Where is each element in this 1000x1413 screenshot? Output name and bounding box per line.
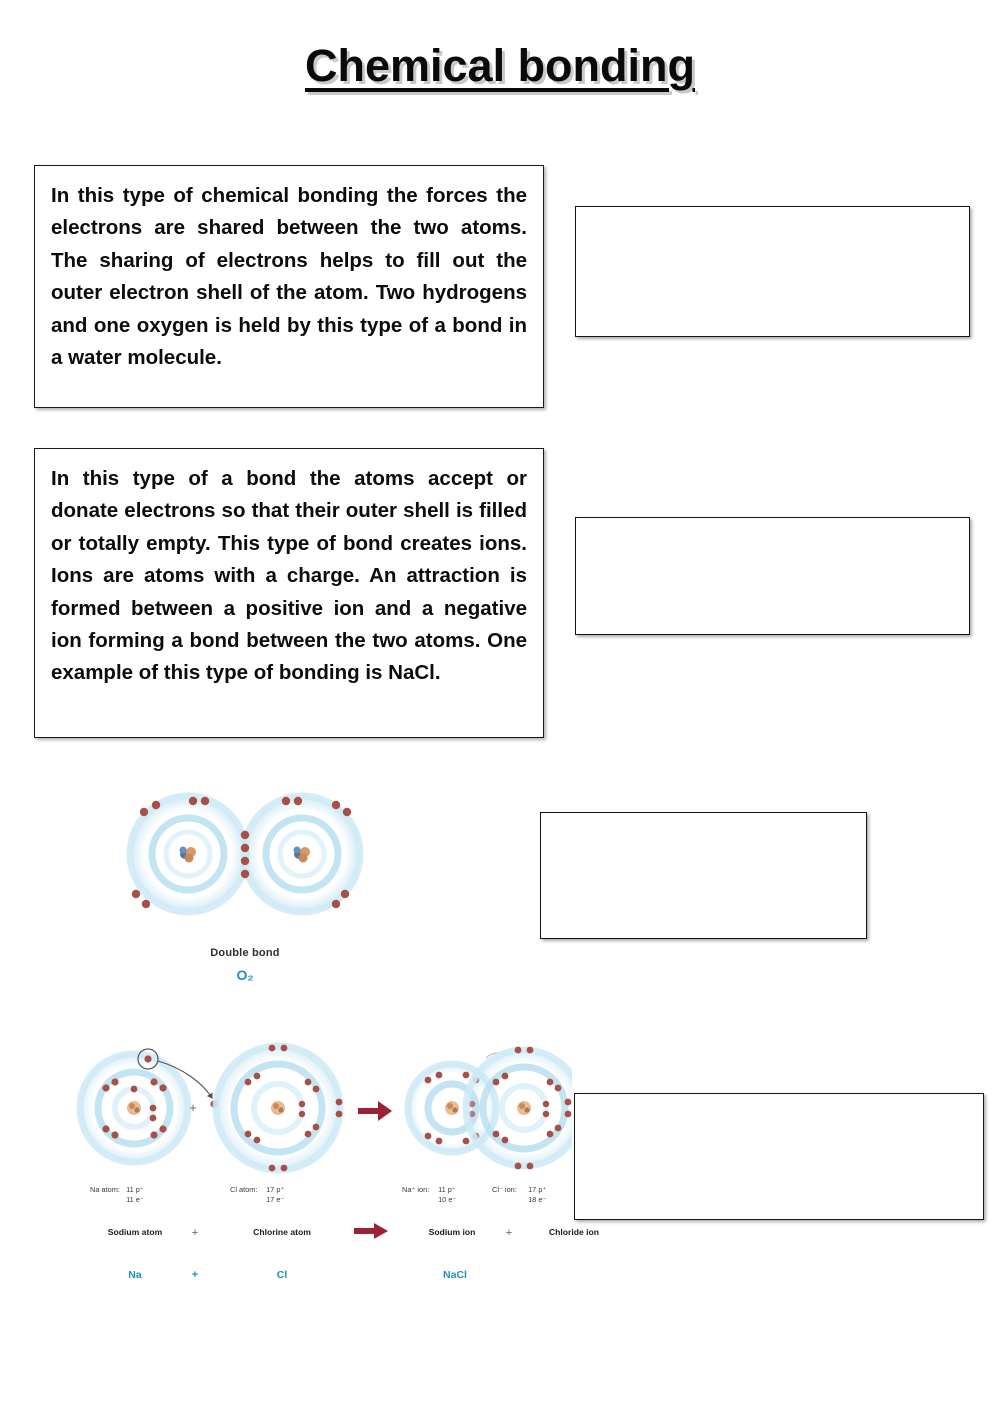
spec-label: Cl atom: bbox=[230, 1185, 258, 1194]
electron bbox=[436, 1138, 443, 1145]
electron bbox=[332, 900, 340, 908]
electron bbox=[281, 1045, 288, 1052]
electron bbox=[502, 1073, 509, 1080]
symbol-sodium: Na bbox=[128, 1269, 142, 1281]
answer-box-4[interactable] bbox=[574, 1093, 984, 1220]
spec-electrons: 11 e⁻ bbox=[126, 1194, 144, 1204]
electron bbox=[341, 890, 349, 898]
electron bbox=[142, 900, 150, 908]
electron bbox=[493, 1079, 500, 1086]
spec-sodium-atom bbox=[90, 1185, 210, 1205]
electron bbox=[547, 1079, 554, 1086]
electron bbox=[463, 1072, 470, 1079]
electron bbox=[543, 1111, 549, 1117]
electron bbox=[463, 1138, 470, 1145]
electron bbox=[159, 1084, 166, 1091]
electron bbox=[201, 797, 209, 805]
electron bbox=[336, 1111, 343, 1118]
answer-box-2[interactable] bbox=[575, 517, 970, 635]
electron bbox=[294, 797, 302, 805]
chloride-ion bbox=[462, 1046, 572, 1170]
spec-protons: 17 p⁺ bbox=[266, 1185, 285, 1194]
figure-sodium-chloride-ionic-bond bbox=[62, 1030, 600, 1281]
plus-operator-symbols: + bbox=[191, 1269, 199, 1281]
spec-electrons: 17 e⁻ bbox=[266, 1194, 285, 1204]
arrow-right-icon-names bbox=[350, 1223, 396, 1244]
description-text-covalent: In this type of chemical bonding the forces the electrons are shared between the two atoms. The sharing of electrons helps to fill out the outer electron shell of the atom. Two hydrogens and one oxygen is held by this type of a bond in a water molecule. bbox=[51, 184, 527, 369]
spec-electrons: 18 e⁻ bbox=[528, 1194, 547, 1204]
electron bbox=[565, 1111, 572, 1118]
electron bbox=[131, 1086, 138, 1093]
electron bbox=[269, 1165, 276, 1172]
electron bbox=[150, 1131, 157, 1138]
answer-box-1[interactable] bbox=[575, 206, 970, 337]
spec-chlorine-atom bbox=[230, 1185, 350, 1205]
description-box-covalent bbox=[34, 165, 544, 408]
electron bbox=[282, 797, 290, 805]
electron bbox=[111, 1131, 118, 1138]
label-sodium-atom: Sodium atom bbox=[107, 1227, 163, 1237]
electron bbox=[436, 1072, 443, 1079]
electron bbox=[150, 1105, 157, 1112]
symbol-nacl: NaCl bbox=[443, 1269, 467, 1281]
electron bbox=[102, 1125, 109, 1132]
electron bbox=[140, 808, 148, 816]
arrow-right-icon bbox=[358, 1101, 392, 1121]
electron bbox=[565, 1099, 572, 1106]
figure-caption-double-bond: Double bond bbox=[210, 947, 280, 959]
electron bbox=[515, 1047, 522, 1054]
electron bbox=[102, 1084, 109, 1091]
oxygen-atom-right bbox=[240, 792, 364, 916]
electron bbox=[493, 1131, 500, 1138]
electron bbox=[555, 1085, 562, 1092]
electron bbox=[299, 1101, 305, 1107]
electron bbox=[527, 1047, 534, 1054]
electron bbox=[555, 1125, 562, 1132]
electron bbox=[152, 801, 160, 809]
electron bbox=[269, 1045, 276, 1052]
electron bbox=[336, 1099, 343, 1106]
answer-box-3[interactable] bbox=[540, 812, 867, 939]
electron bbox=[150, 1078, 157, 1085]
spec-label: Na atom: bbox=[90, 1185, 120, 1194]
electron bbox=[547, 1131, 554, 1138]
oxygen-atom-left bbox=[126, 792, 250, 916]
electron bbox=[144, 1055, 151, 1062]
symbol-chlorine: Cl bbox=[276, 1269, 288, 1281]
page-title: Chemical bonding bbox=[304, 40, 695, 91]
nacl-label-group bbox=[62, 1185, 600, 1289]
electron bbox=[543, 1101, 549, 1107]
electron bbox=[305, 1079, 312, 1086]
spec-protons: 17 p⁺ bbox=[528, 1185, 547, 1194]
electron bbox=[254, 1137, 261, 1144]
electron bbox=[132, 890, 140, 898]
electron bbox=[245, 1079, 252, 1086]
electron bbox=[332, 801, 340, 809]
electron bbox=[150, 1115, 157, 1122]
plus-operator-names-1: + bbox=[191, 1227, 199, 1239]
electron bbox=[343, 808, 351, 816]
electron bbox=[527, 1163, 534, 1170]
description-box-ionic bbox=[34, 448, 544, 738]
plus-operator-1: + bbox=[189, 1100, 197, 1115]
figure-formula-o2: O₂ bbox=[236, 967, 254, 983]
electron bbox=[189, 797, 197, 805]
page-title-wrap bbox=[0, 40, 1000, 92]
chlorine-atom bbox=[212, 1042, 344, 1174]
spec-label: Na⁺ ion: bbox=[402, 1185, 430, 1194]
electron bbox=[515, 1163, 522, 1170]
oxygen-molecule-diagram bbox=[100, 782, 390, 942]
nacl-reaction-diagram bbox=[62, 1030, 572, 1190]
label-chlorine-atom: Chlorine atom bbox=[253, 1227, 311, 1237]
label-chloride-ion: Chloride ion bbox=[548, 1227, 600, 1237]
electron bbox=[281, 1165, 288, 1172]
label-sodium-ion: Sodium ion bbox=[428, 1227, 476, 1237]
spec-chloride-ion bbox=[492, 1185, 612, 1205]
electron bbox=[313, 1124, 320, 1131]
spec-label: Cl⁻ ion: bbox=[492, 1185, 517, 1194]
electron bbox=[305, 1131, 312, 1138]
spec-protons: 11 p⁺ bbox=[438, 1185, 456, 1194]
figure-oxygen-double-bond bbox=[100, 782, 390, 987]
electron bbox=[245, 1131, 252, 1138]
electron bbox=[425, 1133, 432, 1140]
electron bbox=[502, 1137, 509, 1144]
electron bbox=[111, 1078, 118, 1085]
electron bbox=[299, 1111, 305, 1117]
electron bbox=[159, 1125, 166, 1132]
spec-electrons: 10 e⁻ bbox=[438, 1194, 457, 1204]
description-text-ionic: In this type of a bond the atoms accept or donate electrons so that their outer shell is filled or totally empty. This type of bond creates ions. Ions are atoms with a charge. An attraction is formed between a positive ion and a negative ion forming a bond between the two atoms. One example of this type of bonding is NaCl. bbox=[51, 467, 527, 685]
spec-protons: 11 p⁺ bbox=[126, 1185, 144, 1194]
plus-operator-names-2: + bbox=[505, 1227, 513, 1239]
electron bbox=[313, 1086, 320, 1093]
electron bbox=[425, 1077, 432, 1084]
electron bbox=[254, 1073, 261, 1080]
